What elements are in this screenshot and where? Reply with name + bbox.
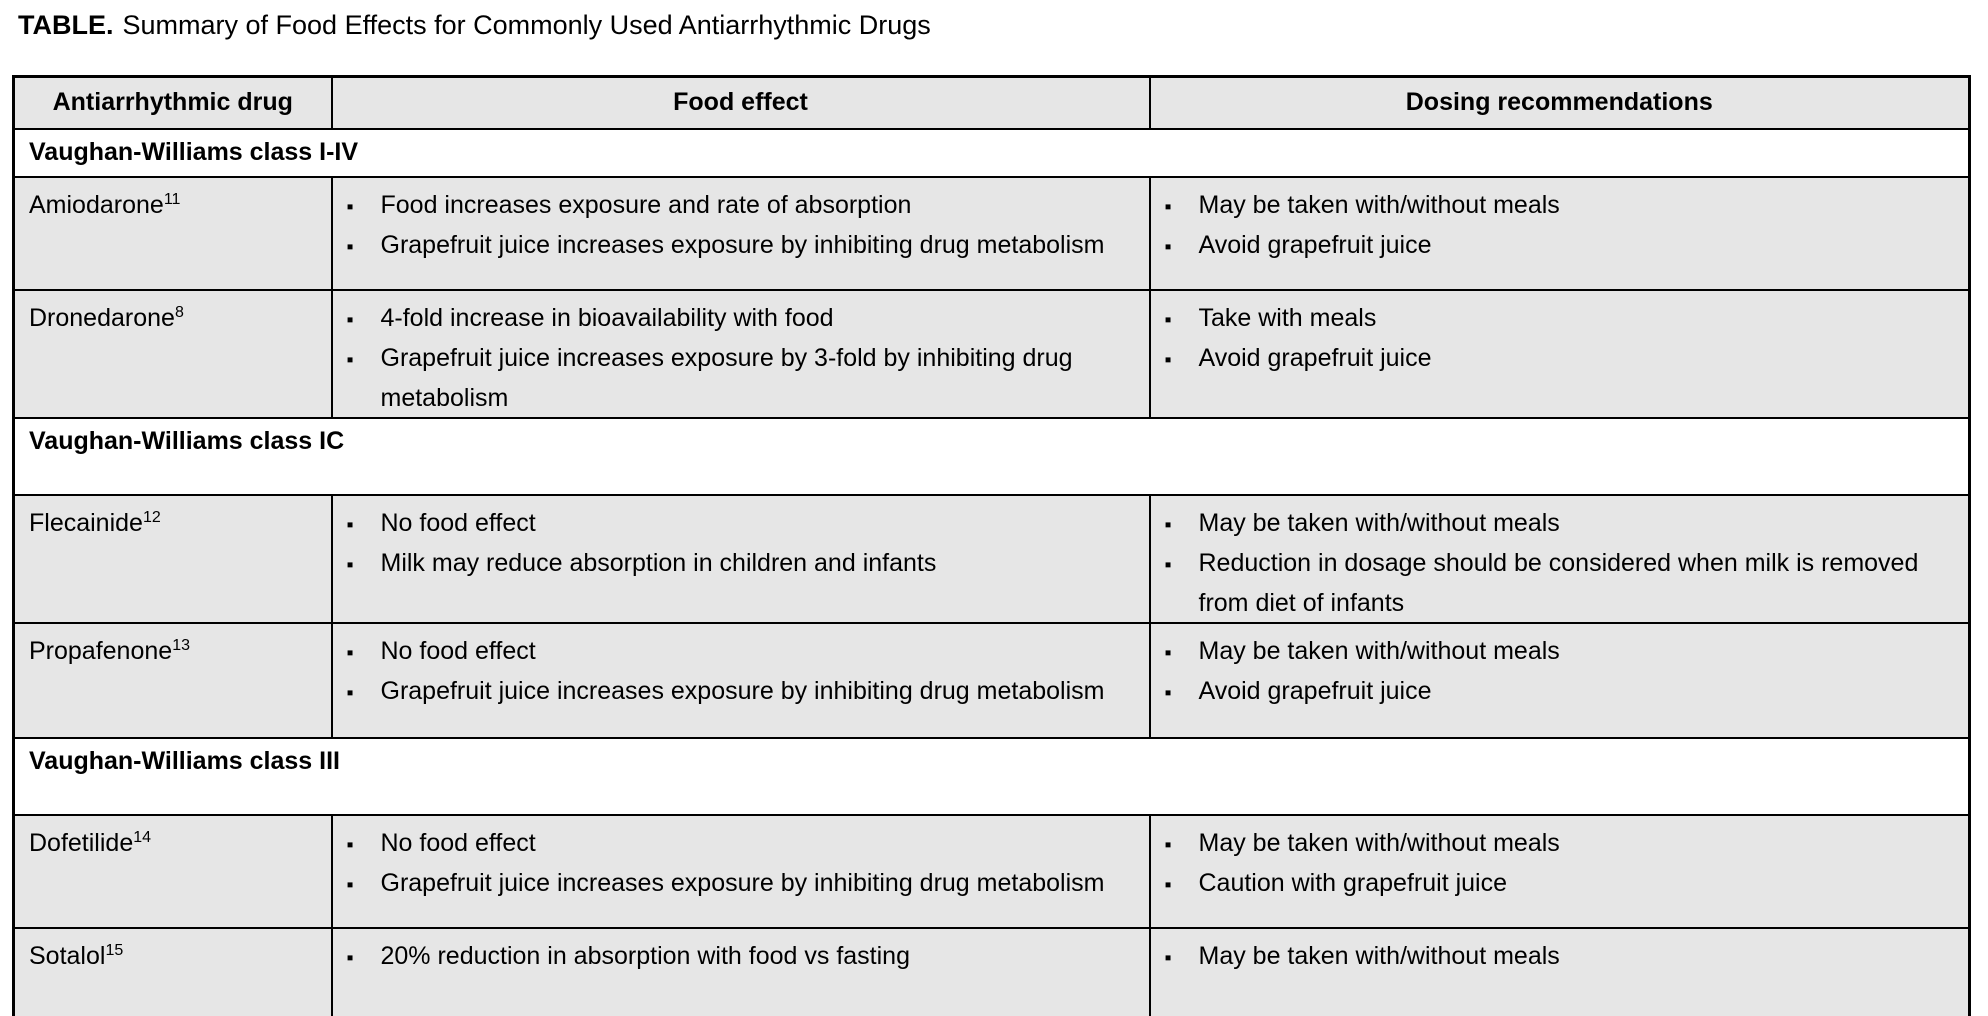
food-effect-item: ▪ Grapefruit juice increases exposure by inhibiting drug metabolism: [347, 672, 1133, 712]
drug-name: Sotalol: [29, 941, 106, 970]
dosing-item: ▪ Reduction in dosage should be considered when milk is removed from diet of infants: [1165, 544, 1953, 622]
food-effect-item: ▪ 20% reduction in absorption with food vs fasting: [347, 937, 1133, 977]
table-row-amiodarone: [14, 177, 1970, 290]
dosing-item: ▪ May be taken with/without meals: [1165, 632, 1953, 672]
section-label: Vaughan-Williams class I-IV: [14, 129, 1970, 177]
food-effect-item: ▪ No food effect: [347, 504, 1133, 544]
section-label: Vaughan-Williams class IC: [14, 418, 1970, 495]
food-effect-item: ▪ Grapefruit juice increases exposure by inhibiting drug metabolism: [347, 226, 1133, 266]
reference-number: 14: [133, 828, 152, 846]
food-effect-item: ▪ Grapefruit juice increases exposure by inhibiting drug metabolism: [347, 864, 1133, 904]
drug-name-cell: [14, 815, 332, 928]
dosing-cell: [1150, 623, 1970, 738]
section-label: Vaughan-Williams class III: [14, 738, 1970, 815]
table-caption: [18, 8, 931, 42]
food-effect-cell: [332, 290, 1150, 418]
reference-number: 12: [142, 508, 161, 526]
section-row-class-iii: [14, 738, 1970, 815]
dosing-item: ▪ Caution with grapefruit juice: [1165, 864, 1953, 904]
dosing-cell: [1150, 290, 1970, 418]
food-effect-cell: [332, 623, 1150, 738]
food-effect-item: ▪ 4-fold increase in bioavailability with food: [347, 299, 1133, 339]
dosing-cell: [1150, 177, 1970, 290]
food-effect-item: ▪ No food effect: [347, 824, 1133, 864]
section-row-class-i-iv: [14, 129, 1970, 177]
food-effect-item: ▪ No food effect: [347, 632, 1133, 672]
dosing-item: ▪ Avoid grapefruit juice: [1165, 339, 1953, 379]
drug-name: Dronedarone: [29, 303, 175, 332]
drug-name-cell: [14, 290, 332, 418]
food-effect-cell: [332, 495, 1150, 623]
column-header-drug: Antiarrhythmic drug: [14, 77, 332, 129]
drug-name: Dofetilide: [29, 828, 134, 857]
food-effect-item: ▪ Food increases exposure and rate of absorption: [347, 186, 1133, 226]
dosing-item: ▪ Avoid grapefruit juice: [1165, 672, 1953, 712]
reference-number: 8: [174, 303, 184, 321]
table-row-dronedarone: [14, 290, 1970, 418]
drug-name: Amiodarone: [29, 190, 164, 219]
column-header-food-effect: Food effect: [332, 77, 1150, 129]
drug-name-cell: [14, 623, 332, 738]
dosing-item: ▪ May be taken with/without meals: [1165, 504, 1953, 544]
dosing-cell: [1150, 815, 1970, 928]
drug-name: Flecainide: [29, 508, 143, 537]
drug-name-cell: [14, 495, 332, 623]
table-row-propafenone: [14, 623, 1970, 738]
table-row-dofetilide: [14, 815, 1970, 928]
table-caption-label: TABLE.: [18, 10, 114, 40]
food-effect-item: ▪ Milk may reduce absorption in children and infants: [347, 544, 1133, 584]
food-effects-table: [12, 75, 1971, 1016]
drug-name-cell: [14, 177, 332, 290]
reference-number: 11: [163, 190, 181, 208]
drug-name: Propafenone: [29, 636, 173, 665]
header-row: [14, 77, 1970, 129]
food-effect-cell: [332, 177, 1150, 290]
column-header-dosing: Dosing recommendations: [1150, 77, 1970, 129]
dosing-item: ▪ May be taken with/without meals: [1165, 937, 1953, 977]
drug-name-cell: [14, 928, 332, 1016]
food-effect-cell: [332, 815, 1150, 928]
dosing-item: ▪ May be taken with/without meals: [1165, 824, 1953, 864]
dosing-cell: [1150, 495, 1970, 623]
dosing-cell: [1150, 928, 1970, 1016]
section-row-class-ic: [14, 418, 1970, 495]
food-effect-cell: [332, 928, 1150, 1016]
reference-number: 13: [172, 636, 190, 654]
table-caption-text: Summary of Food Effects for Commonly Used Antiarrhythmic Drugs: [122, 10, 931, 40]
dosing-item: ▪ Avoid grapefruit juice: [1165, 226, 1953, 266]
table-row-sotalol: [14, 928, 1970, 1016]
dosing-item: ▪ Take with meals: [1165, 299, 1953, 339]
reference-number: 15: [105, 941, 124, 959]
dosing-item: ▪ May be taken with/without meals: [1165, 186, 1953, 226]
food-effect-item: ▪ Grapefruit juice increases exposure by 3-fold by inhibiting drug metabolism: [347, 339, 1133, 417]
table-row-flecainide: [14, 495, 1970, 623]
